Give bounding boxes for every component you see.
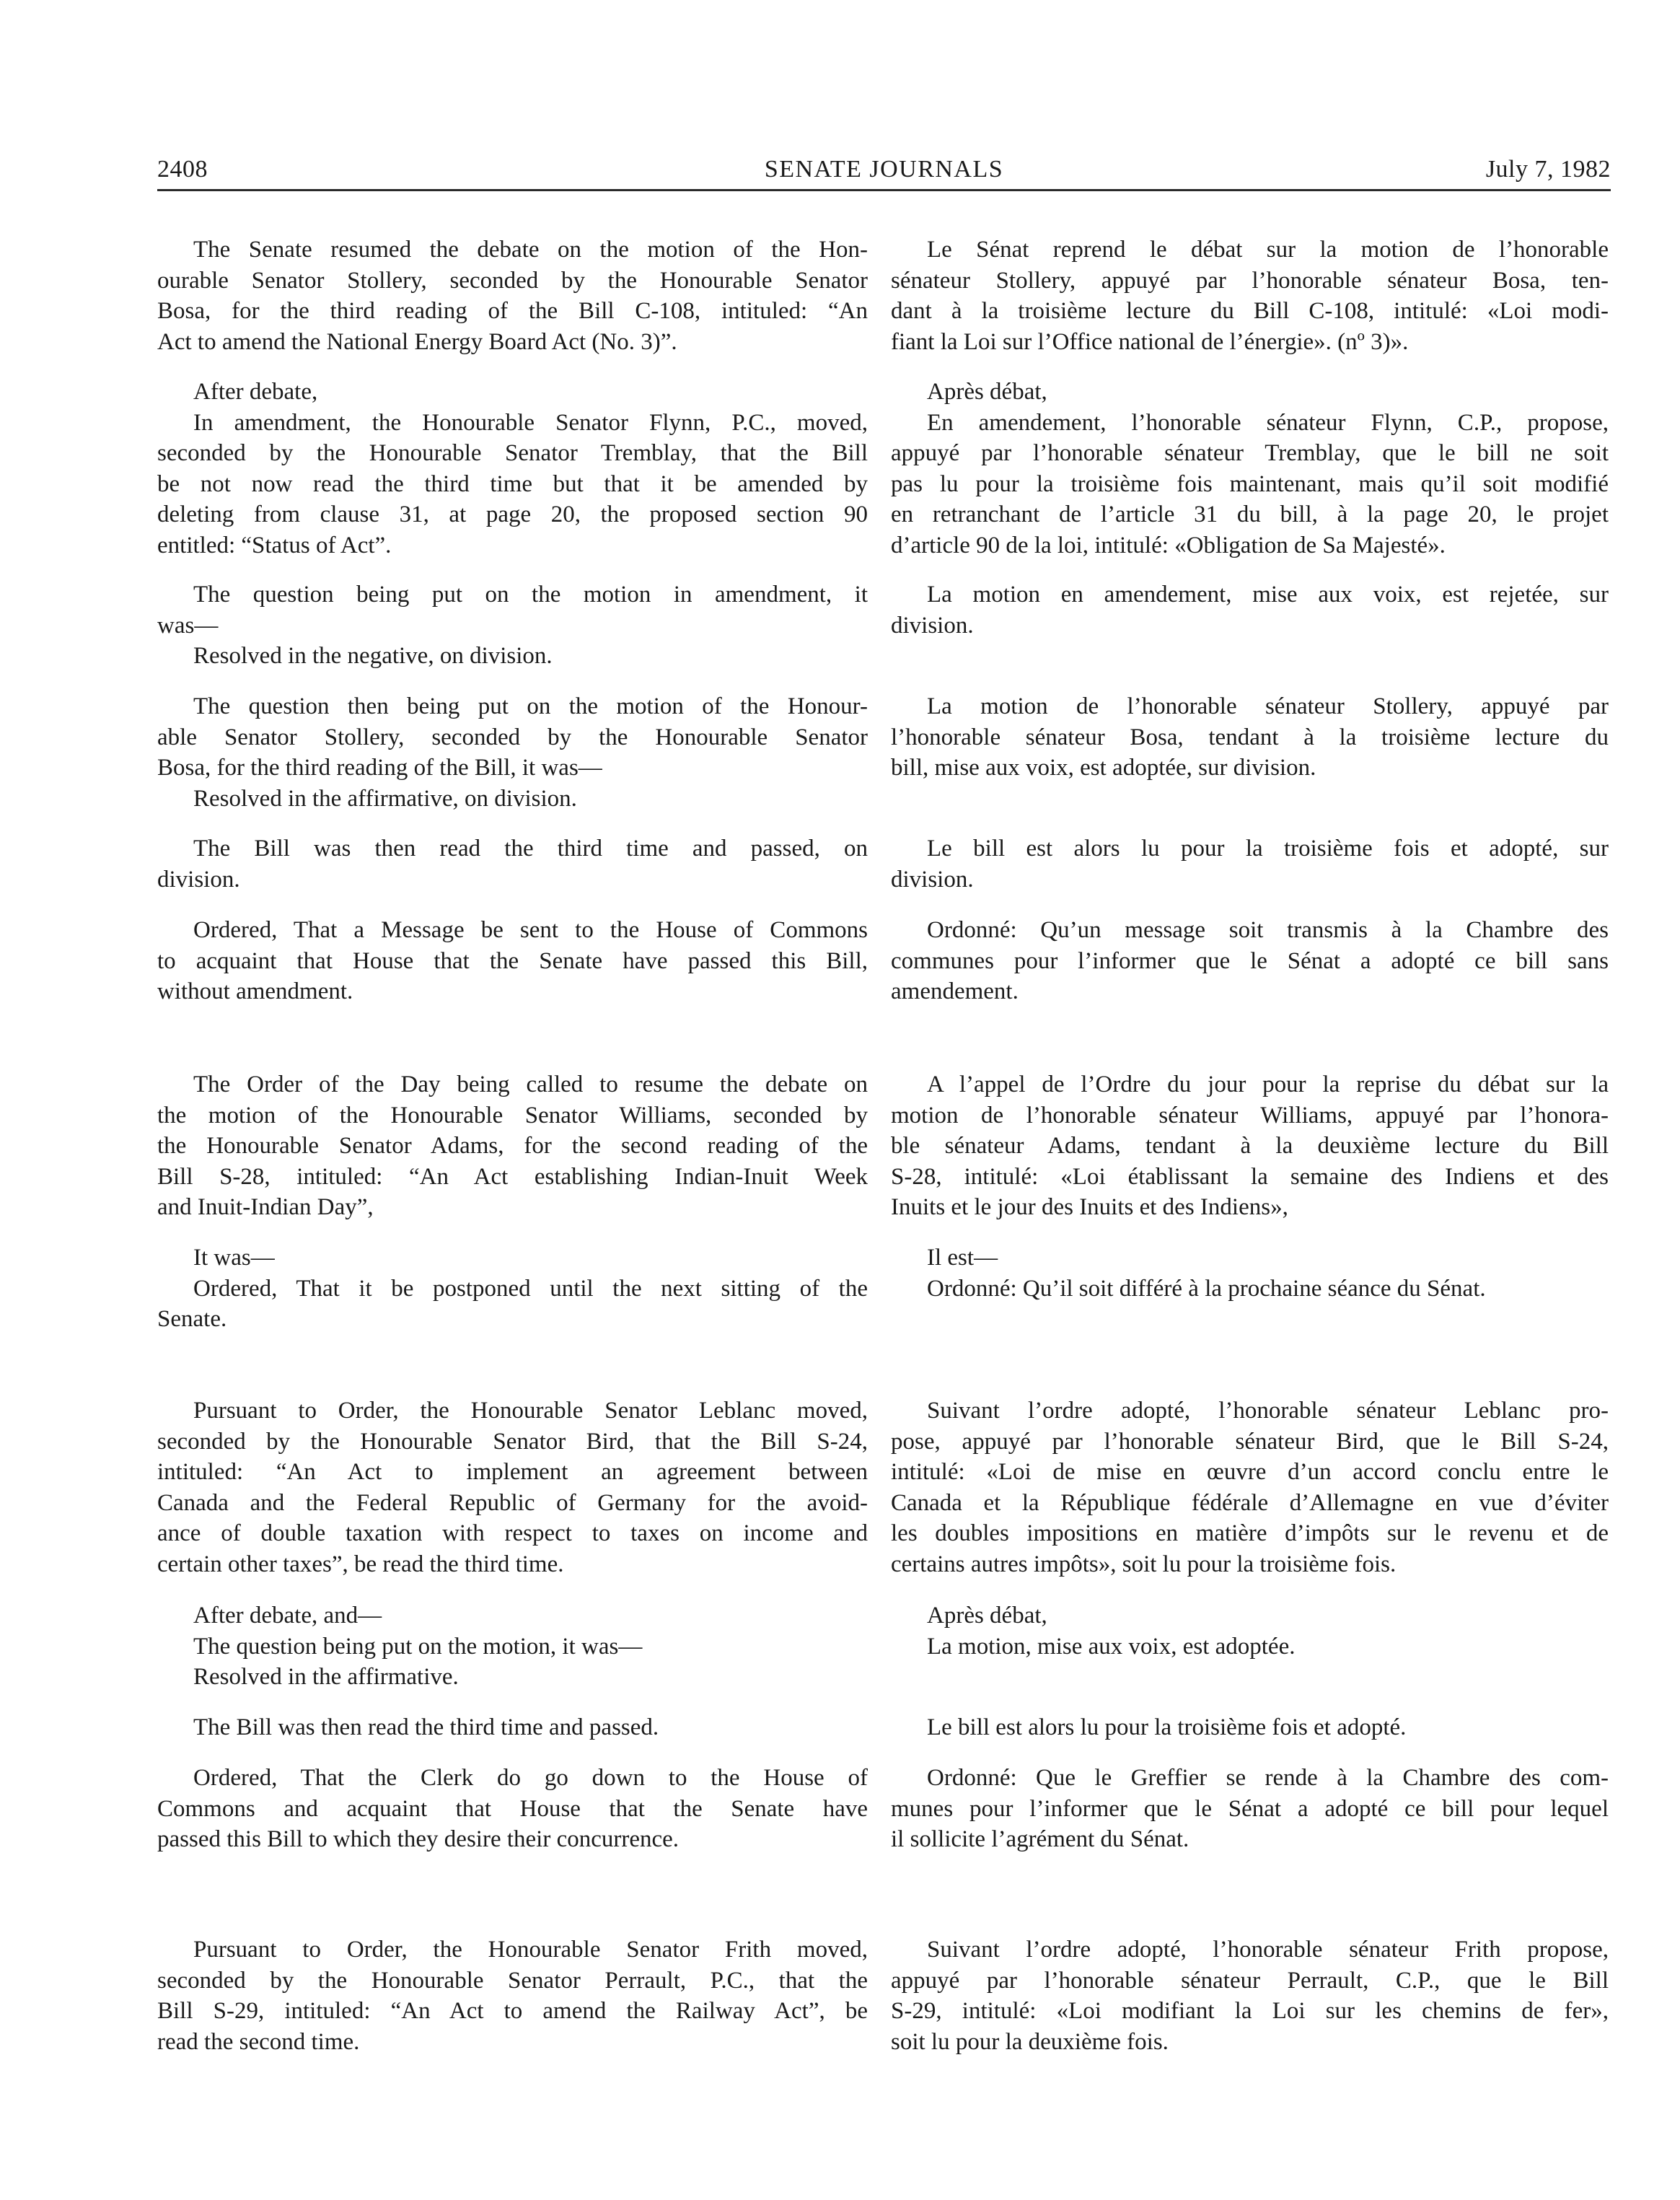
text-line: ble sénateur Adams, tendant à la deuxième lecture du Bill	[891, 1133, 1609, 1159]
text-line: munes pour l’informer que le Sénat a adopté ce bill pour lequel	[891, 1795, 1609, 1822]
text-line: Bosa, for the third reading of the Bill, it was—	[157, 755, 602, 781]
english-paragraph	[157, 1763, 868, 1855]
text-line: was—	[157, 612, 219, 639]
page-number: 2408	[157, 156, 208, 183]
text-line: seconded by the Honourable Senator Bird, that the Bill S-24,	[157, 1428, 868, 1455]
text-line: certains autres impôts», soit lu pour la troisième fois.	[891, 1551, 1397, 1577]
text-line: Ordonné: Que le Greffier se rende à la Chambre des com-	[927, 1765, 1609, 1791]
french-paragraph	[891, 1600, 1609, 1662]
text-line: Ordonné: Qu’il soit différé à la prochaine séance du Sénat.	[927, 1275, 1486, 1302]
text-line: be not now read the third time but that it be amended by	[157, 470, 868, 497]
text-line: Act to amend the National Energy Board Act (No. 3)”.	[157, 328, 677, 355]
text-line: The Bill was then read the third time and passed.	[193, 1714, 659, 1740]
text-line: Après débat,	[927, 1603, 1047, 1629]
text-line: pas lu pour la troisième fois maintenant, mais qu’il soit modifié	[891, 470, 1609, 497]
text-line: Bosa, for the third reading of the Bill C-108, intituled: “An	[157, 298, 868, 324]
text-line: Resolved in the affirmative, on division.	[193, 785, 577, 812]
text-line: Canada and the Federal Republic of Germany for the avoid-	[157, 1489, 868, 1516]
text-line: bill, mise aux voix, est adoptée, sur division.	[891, 755, 1316, 781]
english-paragraph	[157, 833, 868, 895]
text-line: soit lu pour la deuxième fois.	[891, 2028, 1169, 2055]
text-line: Ordered, That it be postponed until the next sitting of the	[193, 1275, 868, 1302]
text-line: It was—	[193, 1245, 275, 1271]
text-line: il sollicite l’agrément du Sénat.	[891, 1826, 1189, 1852]
text-line: les doubles impositions en matière d’impôts sur le revenu et de	[891, 1520, 1609, 1546]
text-line: Ordonné: Qu’un message soit transmis à la Chambre des	[927, 917, 1609, 943]
text-line: Ordered, That a Message be sent to the House of Commons	[193, 917, 868, 943]
text-line: passed this Bill to which they desire their concurrence.	[157, 1826, 680, 1852]
text-line: division.	[891, 612, 974, 639]
text-line: the motion of the Honourable Senator Williams, seconded by	[157, 1102, 868, 1129]
text-line: Resolved in the negative, on division.	[193, 643, 553, 669]
text-line: and Inuit-Indian Day”,	[157, 1194, 374, 1220]
english-paragraph	[157, 691, 868, 814]
header-rule	[157, 189, 1611, 191]
text-line: en retranchant de l’article 31 du bill, à la page 20, le projet	[891, 501, 1609, 527]
english-paragraph	[157, 1243, 868, 1335]
text-line: appuyé par l’honorable sénateur Tremblay, que le bill ne soit	[891, 440, 1609, 466]
text-line: division.	[157, 866, 240, 893]
text-line: Bill S-29, intituled: “An Act to amend the Railway Act”, be	[157, 1998, 868, 2024]
french-paragraph	[891, 915, 1609, 1007]
text-line: Le bill est alors lu pour la troisième fois et adopté.	[927, 1714, 1407, 1740]
french-paragraph	[891, 1712, 1609, 1743]
text-line: Resolved in the affirmative.	[193, 1664, 459, 1690]
text-line: motion de l’honorable sénateur Williams, appuyé par l’honora-	[891, 1102, 1609, 1129]
text-line: communes pour l’informer que le Sénat a adopté ce bill sans	[891, 947, 1609, 974]
text-line: Pursuant to Order, the Honourable Senator Leblanc moved,	[193, 1398, 868, 1424]
text-line: Le Sénat reprend le débat sur la motion de l’honorable	[927, 237, 1609, 263]
text-line: entitled: “Status of Act”.	[157, 532, 392, 558]
french-paragraph	[891, 1934, 1609, 2057]
french-paragraph	[891, 1069, 1609, 1223]
text-line: The question then being put on the motion of the Honour-	[193, 693, 868, 719]
text-line: fiant la Loi sur l’Office national de l’énergie». (nº 3)».	[891, 328, 1409, 355]
english-paragraph	[157, 377, 868, 561]
text-line: En amendement, l’honorable sénateur Flynn, C.P., propose,	[927, 409, 1609, 436]
text-line: sénateur Stollery, appuyé par l’honorable sénateur Bosa, ten-	[891, 267, 1609, 294]
text-line: La motion de l’honorable sénateur Stollery, appuyé par	[927, 693, 1609, 719]
text-line: A l’appel de l’Ordre du jour pour la reprise du débat sur la	[927, 1071, 1609, 1097]
text-line: The question being put on the motion, it was—	[193, 1633, 643, 1660]
english-paragraph	[157, 235, 868, 357]
journal-date: July 7, 1982	[1485, 156, 1611, 183]
text-line: The question being put on the motion in amendment, it	[193, 582, 868, 608]
french-paragraph	[891, 377, 1609, 561]
english-paragraph	[157, 1069, 868, 1223]
english-paragraph	[157, 1600, 868, 1693]
text-line: able Senator Stollery, seconded by the Honourable Senator	[157, 724, 868, 750]
text-line: Bill S-28, intituled: “An Act establishing Indian-Inuit Week	[157, 1163, 868, 1190]
french-paragraph	[891, 1395, 1609, 1579]
text-line: The Senate resumed the debate on the motion of the Hon-	[193, 237, 868, 263]
french-paragraph	[891, 691, 1609, 784]
text-line: The Bill was then read the third time and passed, on	[193, 836, 868, 862]
text-line: amendement.	[891, 978, 1019, 1004]
text-line: Suivant l’ordre adopté, l’honorable sénateur Leblanc pro-	[927, 1398, 1609, 1424]
text-line: Après débat,	[927, 379, 1047, 405]
text-line: without amendment.	[157, 978, 353, 1004]
french-paragraph	[891, 235, 1609, 357]
text-line: La motion en amendement, mise aux voix, est rejetée, sur	[927, 582, 1609, 608]
text-line: After debate,	[193, 379, 318, 405]
journal-title: SENATE JOURNALS	[764, 156, 1004, 183]
text-line: Il est—	[927, 1245, 998, 1271]
text-line: seconded by the Honourable Senator Tremblay, that the Bill	[157, 440, 868, 466]
text-line: Ordered, That the Clerk do go down to the House of	[193, 1765, 868, 1791]
text-line: certain other taxes”, be read the third time.	[157, 1551, 564, 1577]
text-line: ance of double taxation with respect to taxes on income and	[157, 1520, 868, 1546]
text-line: Pursuant to Order, the Honourable Senator Frith moved,	[193, 1937, 868, 1963]
text-line: pose, appuyé par l’honorable sénateur Bird, que le Bill S-24,	[891, 1428, 1609, 1455]
page-header	[157, 152, 1611, 189]
english-paragraph	[157, 579, 868, 672]
text-line: l’honorable sénateur Bosa, tendant à la troisième lecture du	[891, 724, 1609, 750]
english-paragraph	[157, 1712, 868, 1743]
text-line: intituled: “An Act to implement an agreement between	[157, 1459, 868, 1485]
english-paragraph	[157, 1934, 868, 2057]
french-paragraph	[891, 1243, 1609, 1304]
text-line: intitulé: «Loi de mise en œuvre d’un accord conclu entre le	[891, 1459, 1609, 1485]
text-line: Canada et la République fédérale d’Allemagne en vue d’éviter	[891, 1489, 1609, 1516]
text-line: read the second time.	[157, 2028, 360, 2055]
english-paragraph	[157, 915, 868, 1007]
text-line: The Order of the Day being called to resume the debate on	[193, 1071, 868, 1097]
text-line: In amendment, the Honourable Senator Flynn, P.C., moved,	[193, 409, 868, 436]
text-line: the Honourable Senator Adams, for the second reading of the	[157, 1133, 868, 1159]
text-line: deleting from clause 31, at page 20, the proposed section 90	[157, 501, 868, 527]
text-line: Suivant l’ordre adopté, l’honorable sénateur Frith propose,	[927, 1937, 1609, 1963]
text-line: seconded by the Honourable Senator Perrault, P.C., that the	[157, 1967, 868, 1994]
text-line: After debate, and—	[193, 1603, 382, 1629]
french-paragraph	[891, 579, 1609, 641]
text-line: S-29, intitulé: «Loi modifiant la Loi sur les chemins de fer»,	[891, 1998, 1609, 2024]
text-line: appuyé par l’honorable sénateur Perrault, C.P., que le Bill	[891, 1967, 1609, 1994]
text-line: La motion, mise aux voix, est adoptée.	[927, 1633, 1296, 1660]
text-line: ourable Senator Stollery, seconded by the Honourable Senator	[157, 267, 868, 294]
text-line: Senate.	[157, 1306, 227, 1332]
text-line: dant à la troisième lecture du Bill C-108, intitulé: «Loi modi-	[891, 298, 1609, 324]
text-line: S-28, intitulé: «Loi établissant la semaine des Indiens et des	[891, 1163, 1609, 1190]
text-line: Inuits et le jour des Inuits et des Indiens»,	[891, 1194, 1288, 1220]
french-paragraph	[891, 833, 1609, 895]
text-line: division.	[891, 866, 974, 893]
text-line: Le bill est alors lu pour la troisième fois et adopté, sur	[927, 836, 1609, 862]
text-line: to acquaint that House that the Senate have passed this Bill,	[157, 947, 868, 974]
text-line: Commons and acquaint that House that the Senate have	[157, 1795, 868, 1822]
french-paragraph	[891, 1763, 1609, 1855]
text-line: d’article 90 de la loi, intitulé: «Obligation de Sa Majesté».	[891, 532, 1446, 558]
english-paragraph	[157, 1395, 868, 1579]
